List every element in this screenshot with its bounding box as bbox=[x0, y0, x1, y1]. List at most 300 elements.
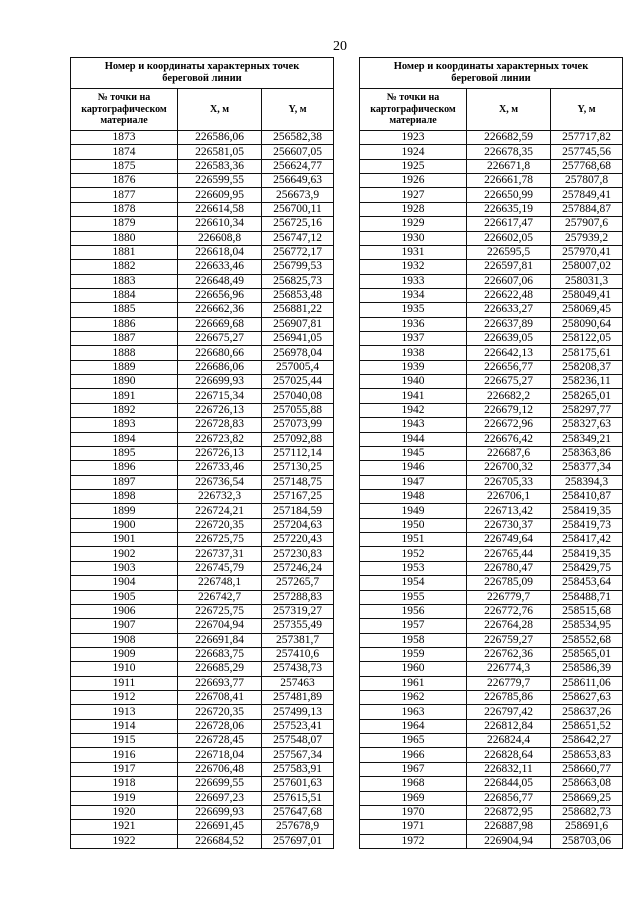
table-row bbox=[360, 533, 623, 547]
x-coordinate-cell: 226732,3 bbox=[178, 490, 262, 504]
y-coordinate-cell: 256941,05 bbox=[262, 332, 334, 346]
table-row bbox=[360, 547, 623, 561]
table-row bbox=[360, 519, 623, 533]
point-number-cell: 1919 bbox=[71, 792, 178, 806]
point-number-cell: 1921 bbox=[71, 820, 178, 834]
point-number-cell: 1890 bbox=[71, 375, 178, 389]
x-coordinate-cell: 226726,13 bbox=[178, 447, 262, 461]
x-coordinate-cell: 226785,09 bbox=[467, 576, 551, 590]
y-coordinate-cell: 257697,01 bbox=[262, 835, 334, 849]
column-header-y: Y, м bbox=[551, 89, 623, 131]
y-coordinate-cell: 257939,2 bbox=[551, 232, 623, 246]
table-row bbox=[360, 461, 623, 475]
x-coordinate-cell: 226733,46 bbox=[178, 461, 262, 475]
point-number-cell: 1908 bbox=[71, 634, 178, 648]
x-coordinate-cell: 226724,21 bbox=[178, 504, 262, 518]
y-coordinate-cell: 256582,38 bbox=[262, 131, 334, 145]
point-number-cell: 1906 bbox=[71, 605, 178, 619]
x-coordinate-cell: 226725,75 bbox=[178, 533, 262, 547]
y-coordinate-cell: 256649,63 bbox=[262, 174, 334, 188]
point-number-cell: 1938 bbox=[360, 346, 467, 360]
x-coordinate-cell: 226687,6 bbox=[467, 447, 551, 461]
x-coordinate-cell: 226824,4 bbox=[467, 734, 551, 748]
page-number: 20 bbox=[333, 39, 347, 54]
table-row bbox=[71, 533, 334, 547]
point-number-cell: 1882 bbox=[71, 260, 178, 274]
x-coordinate-cell: 226682,59 bbox=[467, 131, 551, 145]
y-coordinate-cell: 257355,49 bbox=[262, 619, 334, 633]
table-title-line: береговой линии bbox=[162, 73, 242, 84]
point-number-cell: 1937 bbox=[360, 332, 467, 346]
x-coordinate-cell: 226699,55 bbox=[178, 777, 262, 791]
point-number-cell: 1902 bbox=[71, 547, 178, 561]
x-coordinate-cell: 226691,84 bbox=[178, 634, 262, 648]
point-number-cell: 1972 bbox=[360, 835, 467, 849]
table-row bbox=[71, 705, 334, 719]
point-number-cell: 1916 bbox=[71, 748, 178, 762]
point-number-cell: 1894 bbox=[71, 433, 178, 447]
point-number-cell: 1965 bbox=[360, 734, 467, 748]
point-number-cell: 1951 bbox=[360, 533, 467, 547]
x-coordinate-cell: 226713,42 bbox=[467, 504, 551, 518]
point-number-cell: 1903 bbox=[71, 562, 178, 576]
x-coordinate-cell: 226737,31 bbox=[178, 547, 262, 561]
x-coordinate-cell: 226597,81 bbox=[467, 260, 551, 274]
table-row bbox=[71, 203, 334, 217]
point-number-cell: 1940 bbox=[360, 375, 467, 389]
x-coordinate-cell: 226708,41 bbox=[178, 691, 262, 705]
table-row bbox=[360, 318, 623, 332]
x-coordinate-cell: 226887,98 bbox=[467, 820, 551, 834]
point-number-cell: 1966 bbox=[360, 748, 467, 762]
y-coordinate-cell: 258419,35 bbox=[551, 504, 623, 518]
y-coordinate-cell: 257148,75 bbox=[262, 476, 334, 490]
y-coordinate-cell: 257583,91 bbox=[262, 763, 334, 777]
x-coordinate-cell: 226728,83 bbox=[178, 418, 262, 432]
table-title-line: Номер и координаты характерных точек bbox=[104, 61, 300, 72]
y-coordinate-cell: 257204,63 bbox=[262, 519, 334, 533]
point-number-cell: 1922 bbox=[71, 835, 178, 849]
point-number-cell: 1927 bbox=[360, 188, 467, 202]
x-coordinate-cell: 226697,23 bbox=[178, 792, 262, 806]
table-row bbox=[71, 289, 334, 303]
table-row bbox=[71, 476, 334, 490]
point-number-cell: 1953 bbox=[360, 562, 467, 576]
point-number-cell: 1968 bbox=[360, 777, 467, 791]
table-row bbox=[360, 504, 623, 518]
table-row bbox=[360, 748, 623, 762]
x-coordinate-cell: 226704,94 bbox=[178, 619, 262, 633]
y-coordinate-cell: 258363,86 bbox=[551, 447, 623, 461]
x-coordinate-cell: 226706,1 bbox=[467, 490, 551, 504]
table-row bbox=[71, 375, 334, 389]
table-row bbox=[360, 820, 623, 834]
table-row bbox=[71, 519, 334, 533]
table-row bbox=[71, 433, 334, 447]
table-row bbox=[71, 820, 334, 834]
table-row bbox=[360, 806, 623, 820]
y-coordinate-cell: 257745,56 bbox=[551, 145, 623, 159]
point-number-cell: 1907 bbox=[71, 619, 178, 633]
table-row bbox=[71, 217, 334, 231]
table-row bbox=[360, 677, 623, 691]
x-coordinate-cell: 226685,29 bbox=[178, 662, 262, 676]
y-coordinate-cell: 257567,34 bbox=[262, 748, 334, 762]
y-coordinate-cell: 258691,6 bbox=[551, 820, 623, 834]
x-coordinate-cell: 226730,37 bbox=[467, 519, 551, 533]
x-coordinate-cell: 226586,06 bbox=[178, 131, 262, 145]
x-coordinate-cell: 226675,27 bbox=[178, 332, 262, 346]
table-row bbox=[360, 188, 623, 202]
point-number-cell: 1948 bbox=[360, 490, 467, 504]
x-coordinate-cell: 226774,3 bbox=[467, 662, 551, 676]
point-number-cell: 1881 bbox=[71, 246, 178, 260]
y-coordinate-cell: 257025,44 bbox=[262, 375, 334, 389]
table-row bbox=[360, 662, 623, 676]
table-row bbox=[71, 562, 334, 576]
table-row bbox=[71, 792, 334, 806]
y-coordinate-cell: 257288,83 bbox=[262, 591, 334, 605]
table-row bbox=[360, 476, 623, 490]
y-coordinate-cell: 258453,64 bbox=[551, 576, 623, 590]
x-coordinate-cell: 226785,86 bbox=[467, 691, 551, 705]
y-coordinate-cell: 258642,27 bbox=[551, 734, 623, 748]
point-number-cell: 1901 bbox=[71, 533, 178, 547]
y-coordinate-cell: 256725,16 bbox=[262, 217, 334, 231]
table-row bbox=[71, 648, 334, 662]
table-row bbox=[360, 576, 623, 590]
y-coordinate-cell: 257438,73 bbox=[262, 662, 334, 676]
table-row bbox=[360, 389, 623, 403]
table-row bbox=[71, 591, 334, 605]
x-coordinate-cell: 226736,54 bbox=[178, 476, 262, 490]
x-coordinate-cell: 226748,1 bbox=[178, 576, 262, 590]
x-coordinate-cell: 226683,75 bbox=[178, 648, 262, 662]
point-number-cell: 1958 bbox=[360, 634, 467, 648]
x-coordinate-cell: 226762,36 bbox=[467, 648, 551, 662]
y-coordinate-cell: 256799,53 bbox=[262, 260, 334, 274]
y-coordinate-cell: 258419,35 bbox=[551, 547, 623, 561]
y-coordinate-cell: 257246,24 bbox=[262, 562, 334, 576]
y-coordinate-cell: 258534,95 bbox=[551, 619, 623, 633]
point-number-cell: 1879 bbox=[71, 217, 178, 231]
y-coordinate-cell: 256673,9 bbox=[262, 188, 334, 202]
y-coordinate-cell: 258515,68 bbox=[551, 605, 623, 619]
point-number-cell: 1884 bbox=[71, 289, 178, 303]
x-coordinate-cell: 226635,19 bbox=[467, 203, 551, 217]
y-coordinate-cell: 258417,42 bbox=[551, 533, 623, 547]
point-number-cell: 1954 bbox=[360, 576, 467, 590]
column-header-x: X, м bbox=[467, 89, 551, 131]
y-coordinate-cell: 258565,01 bbox=[551, 648, 623, 662]
point-number-cell: 1959 bbox=[360, 648, 467, 662]
table-row bbox=[71, 174, 334, 188]
y-coordinate-cell: 258410,87 bbox=[551, 490, 623, 504]
y-coordinate-cell: 257112,14 bbox=[262, 447, 334, 461]
point-number-cell: 1961 bbox=[360, 677, 467, 691]
table-row bbox=[360, 217, 623, 231]
table-row bbox=[71, 677, 334, 691]
x-coordinate-cell: 226678,35 bbox=[467, 145, 551, 159]
point-number-cell: 1942 bbox=[360, 404, 467, 418]
x-coordinate-cell: 226661,78 bbox=[467, 174, 551, 188]
point-number-cell: 1900 bbox=[71, 519, 178, 533]
point-number-cell: 1923 bbox=[360, 131, 467, 145]
x-coordinate-cell: 226656,96 bbox=[178, 289, 262, 303]
table-row bbox=[360, 375, 623, 389]
x-coordinate-cell: 226618,04 bbox=[178, 246, 262, 260]
x-coordinate-cell: 226680,66 bbox=[178, 346, 262, 360]
y-coordinate-cell: 258663,08 bbox=[551, 777, 623, 791]
table-row bbox=[71, 691, 334, 705]
y-coordinate-cell: 256853,48 bbox=[262, 289, 334, 303]
table-row bbox=[360, 591, 623, 605]
point-number-cell: 1952 bbox=[360, 547, 467, 561]
x-coordinate-cell: 226759,27 bbox=[467, 634, 551, 648]
x-coordinate-cell: 226723,82 bbox=[178, 433, 262, 447]
point-number-cell: 1932 bbox=[360, 260, 467, 274]
y-coordinate-cell: 257319,27 bbox=[262, 605, 334, 619]
x-coordinate-cell: 226699,93 bbox=[178, 375, 262, 389]
y-coordinate-cell: 258090,64 bbox=[551, 318, 623, 332]
x-coordinate-cell: 226672,96 bbox=[467, 418, 551, 432]
table-row bbox=[71, 145, 334, 159]
y-coordinate-cell: 258049,41 bbox=[551, 289, 623, 303]
y-coordinate-cell: 257481,89 bbox=[262, 691, 334, 705]
table-row bbox=[360, 835, 623, 849]
table-row bbox=[360, 332, 623, 346]
point-number-cell: 1920 bbox=[71, 806, 178, 820]
table-title bbox=[71, 58, 334, 89]
x-coordinate-cell: 226828,64 bbox=[467, 748, 551, 762]
x-coordinate-cell: 226700,32 bbox=[467, 461, 551, 475]
table-row bbox=[360, 260, 623, 274]
table-row bbox=[360, 433, 623, 447]
table-row bbox=[71, 634, 334, 648]
table-row bbox=[71, 332, 334, 346]
y-coordinate-cell: 257265,7 bbox=[262, 576, 334, 590]
y-coordinate-cell: 258265,01 bbox=[551, 389, 623, 403]
x-coordinate-cell: 226745,79 bbox=[178, 562, 262, 576]
table-row bbox=[71, 490, 334, 504]
table-row bbox=[71, 131, 334, 145]
y-coordinate-cell: 257381,7 bbox=[262, 634, 334, 648]
y-coordinate-cell: 256825,73 bbox=[262, 275, 334, 289]
x-coordinate-cell: 226728,45 bbox=[178, 734, 262, 748]
point-number-cell: 1971 bbox=[360, 820, 467, 834]
y-coordinate-cell: 258703,06 bbox=[551, 835, 623, 849]
table-row bbox=[71, 346, 334, 360]
table-row bbox=[360, 361, 623, 375]
y-coordinate-cell: 256772,17 bbox=[262, 246, 334, 260]
table-row bbox=[71, 188, 334, 202]
point-number-cell: 1964 bbox=[360, 720, 467, 734]
y-coordinate-cell: 257970,41 bbox=[551, 246, 623, 260]
y-coordinate-cell: 258031,3 bbox=[551, 275, 623, 289]
table-title-row bbox=[360, 58, 623, 89]
x-coordinate-cell: 226765,44 bbox=[467, 547, 551, 561]
point-number-cell: 1970 bbox=[360, 806, 467, 820]
x-coordinate-cell: 226720,35 bbox=[178, 705, 262, 719]
table-row bbox=[360, 720, 623, 734]
point-number-cell: 1896 bbox=[71, 461, 178, 475]
point-number-cell: 1905 bbox=[71, 591, 178, 605]
table-header-row bbox=[71, 89, 334, 131]
y-coordinate-cell: 258394,3 bbox=[551, 476, 623, 490]
x-coordinate-cell: 226637,89 bbox=[467, 318, 551, 332]
y-coordinate-cell: 256881,22 bbox=[262, 303, 334, 317]
table-row bbox=[360, 145, 623, 159]
x-coordinate-cell: 226706,48 bbox=[178, 763, 262, 777]
y-coordinate-cell: 257463 bbox=[262, 677, 334, 691]
table-title-line: Номер и координаты характерных точек bbox=[393, 61, 589, 72]
y-coordinate-cell: 258236,11 bbox=[551, 375, 623, 389]
point-number-cell: 1893 bbox=[71, 418, 178, 432]
x-coordinate-cell: 226599,55 bbox=[178, 174, 262, 188]
point-number-cell: 1947 bbox=[360, 476, 467, 490]
point-number-cell: 1944 bbox=[360, 433, 467, 447]
x-coordinate-cell: 226720,35 bbox=[178, 519, 262, 533]
point-number-cell: 1888 bbox=[71, 346, 178, 360]
table-row bbox=[71, 246, 334, 260]
point-number-cell: 1880 bbox=[71, 232, 178, 246]
y-coordinate-cell: 258611,06 bbox=[551, 677, 623, 691]
point-number-cell: 1915 bbox=[71, 734, 178, 748]
x-coordinate-cell: 226749,64 bbox=[467, 533, 551, 547]
y-coordinate-cell: 256747,12 bbox=[262, 232, 334, 246]
point-number-cell: 1917 bbox=[71, 763, 178, 777]
y-coordinate-cell: 258660,77 bbox=[551, 763, 623, 777]
x-coordinate-cell: 226610,34 bbox=[178, 217, 262, 231]
point-number-cell: 1899 bbox=[71, 504, 178, 518]
x-coordinate-cell: 226648,49 bbox=[178, 275, 262, 289]
table-row bbox=[71, 361, 334, 375]
x-coordinate-cell: 226872,95 bbox=[467, 806, 551, 820]
x-coordinate-cell: 226856,77 bbox=[467, 792, 551, 806]
table-body bbox=[360, 131, 623, 849]
y-coordinate-cell: 257601,63 bbox=[262, 777, 334, 791]
point-number-cell: 1933 bbox=[360, 275, 467, 289]
point-number-cell: 1960 bbox=[360, 662, 467, 676]
table-row bbox=[360, 691, 623, 705]
point-number-cell: 1876 bbox=[71, 174, 178, 188]
table-row bbox=[360, 792, 623, 806]
point-number-cell: 1892 bbox=[71, 404, 178, 418]
y-coordinate-cell: 257678,9 bbox=[262, 820, 334, 834]
x-coordinate-cell: 226691,45 bbox=[178, 820, 262, 834]
table-row bbox=[360, 289, 623, 303]
point-number-cell: 1935 bbox=[360, 303, 467, 317]
y-coordinate-cell: 257647,68 bbox=[262, 806, 334, 820]
y-coordinate-cell: 258586,39 bbox=[551, 662, 623, 676]
point-number-cell: 1936 bbox=[360, 318, 467, 332]
point-number-cell: 1885 bbox=[71, 303, 178, 317]
point-number-cell: 1912 bbox=[71, 691, 178, 705]
table-title-line: береговой линии bbox=[451, 73, 531, 84]
y-coordinate-cell: 258651,52 bbox=[551, 720, 623, 734]
x-coordinate-cell: 226679,12 bbox=[467, 404, 551, 418]
y-coordinate-cell: 257907,6 bbox=[551, 217, 623, 231]
table-row bbox=[71, 835, 334, 849]
x-coordinate-cell: 226772,76 bbox=[467, 605, 551, 619]
x-coordinate-cell: 226602,05 bbox=[467, 232, 551, 246]
point-number-cell: 1875 bbox=[71, 160, 178, 174]
y-coordinate-cell: 257130,25 bbox=[262, 461, 334, 475]
y-coordinate-cell: 257849,41 bbox=[551, 188, 623, 202]
y-coordinate-cell: 257055,88 bbox=[262, 404, 334, 418]
point-number-cell: 1931 bbox=[360, 246, 467, 260]
y-coordinate-cell: 257167,25 bbox=[262, 490, 334, 504]
x-coordinate-cell: 226797,42 bbox=[467, 705, 551, 719]
point-number-cell: 1962 bbox=[360, 691, 467, 705]
x-coordinate-cell: 226642,13 bbox=[467, 346, 551, 360]
y-coordinate-cell: 256624,77 bbox=[262, 160, 334, 174]
x-coordinate-cell: 226614,58 bbox=[178, 203, 262, 217]
y-coordinate-cell: 256978,04 bbox=[262, 346, 334, 360]
y-coordinate-cell: 258297,77 bbox=[551, 404, 623, 418]
x-coordinate-cell: 226639,05 bbox=[467, 332, 551, 346]
table-row bbox=[71, 734, 334, 748]
point-number-cell: 1887 bbox=[71, 332, 178, 346]
y-coordinate-cell: 257548,07 bbox=[262, 734, 334, 748]
point-number-cell: 1941 bbox=[360, 389, 467, 403]
x-coordinate-cell: 226699,93 bbox=[178, 806, 262, 820]
table-row bbox=[360, 634, 623, 648]
x-coordinate-cell: 226682,2 bbox=[467, 389, 551, 403]
column-header-point-number: № точки на картографическом материале bbox=[360, 89, 467, 131]
x-coordinate-cell: 226656,77 bbox=[467, 361, 551, 375]
point-number-cell: 1918 bbox=[71, 777, 178, 791]
coordinates-table-right bbox=[359, 57, 623, 849]
y-coordinate-cell: 257523,41 bbox=[262, 720, 334, 734]
x-coordinate-cell: 226675,27 bbox=[467, 375, 551, 389]
table-row bbox=[71, 720, 334, 734]
y-coordinate-cell: 257040,08 bbox=[262, 389, 334, 403]
table-row bbox=[360, 734, 623, 748]
table-row bbox=[360, 763, 623, 777]
point-number-cell: 1930 bbox=[360, 232, 467, 246]
y-coordinate-cell: 257884,87 bbox=[551, 203, 623, 217]
point-number-cell: 1957 bbox=[360, 619, 467, 633]
x-coordinate-cell: 226595,5 bbox=[467, 246, 551, 260]
table-row bbox=[360, 648, 623, 662]
table-row bbox=[71, 318, 334, 332]
point-number-cell: 1934 bbox=[360, 289, 467, 303]
table-row bbox=[71, 748, 334, 762]
point-number-cell: 1895 bbox=[71, 447, 178, 461]
table-body bbox=[71, 131, 334, 849]
x-coordinate-cell: 226609,95 bbox=[178, 188, 262, 202]
x-coordinate-cell: 226742,7 bbox=[178, 591, 262, 605]
x-coordinate-cell: 226904,94 bbox=[467, 835, 551, 849]
table-row bbox=[71, 418, 334, 432]
table-row bbox=[360, 303, 623, 317]
coordinates-table-left bbox=[70, 57, 334, 849]
point-number-cell: 1886 bbox=[71, 318, 178, 332]
point-number-cell: 1898 bbox=[71, 490, 178, 504]
y-coordinate-cell: 258429,75 bbox=[551, 562, 623, 576]
point-number-cell: 1878 bbox=[71, 203, 178, 217]
table-row bbox=[360, 160, 623, 174]
column-header-x: X, м bbox=[178, 89, 262, 131]
table-row bbox=[71, 389, 334, 403]
point-number-cell: 1945 bbox=[360, 447, 467, 461]
x-coordinate-cell: 226583,36 bbox=[178, 160, 262, 174]
point-number-cell: 1873 bbox=[71, 131, 178, 145]
y-coordinate-cell: 257220,43 bbox=[262, 533, 334, 547]
table-row bbox=[360, 418, 623, 432]
y-coordinate-cell: 257184,59 bbox=[262, 504, 334, 518]
